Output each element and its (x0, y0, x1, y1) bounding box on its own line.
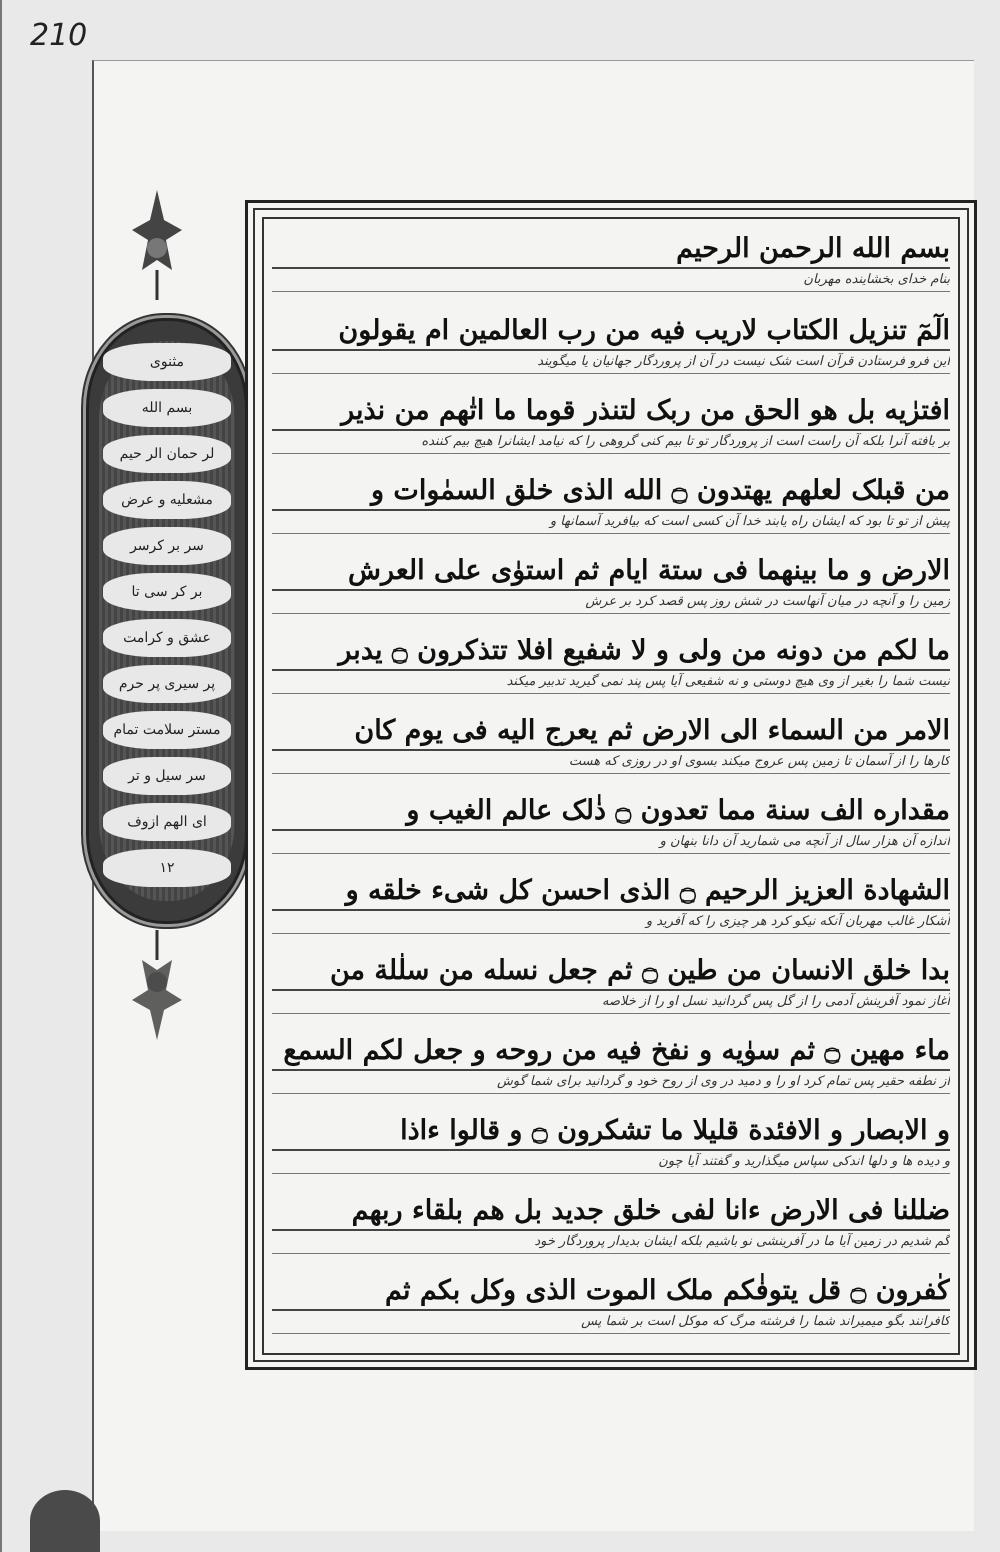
side-inscription-line: ای الهم ازوف (103, 803, 231, 841)
side-inscription-line: بسم الله (103, 389, 231, 427)
verse-line: ضللنا فی الارض ءانا لفی خلق جدید بل هم بلقاء ربهم (272, 1193, 950, 1231)
side-inscription-line: ١٢ (103, 849, 231, 887)
text-block (262, 217, 960, 1355)
upper-finial-ornament (122, 190, 192, 300)
interlinear-gloss: پیش از تو تا بود که ایشان راه یابند خدا آن کسی است که بیافرید آسمانها و (272, 511, 950, 534)
verse-line: الامر من السماء الی الارض ثم یعرج الیه فی یوم کان (272, 713, 950, 751)
lower-finial-ornament (122, 930, 192, 1040)
verse-line: من قبلک لعلهم یهتدون ۝ الله الذی خلق السمٰوات و (272, 473, 950, 511)
side-inscription-line: سر سیل و تر (103, 757, 231, 795)
interlinear-gloss: بنام خدای بخشاینده مهربان (272, 269, 950, 292)
interlinear-gloss: کافرانند بگو میمیراند شما را فرشته مرگ که موکل است بر شما پس (272, 1311, 950, 1334)
verse-line: ماء مهین ۝ ثم سوٰیه و نفخ فیه من روحه و جعل لکم السمع (272, 1033, 950, 1071)
interlinear-gloss: کارها را از آسمان تا زمین پس عروج میکند بسوی او در روزی که هست (272, 751, 950, 774)
folio-number: 210 (30, 18, 88, 53)
interlinear-gloss: آغاز نمود آفرینش آدمی را از گل پس گردانید نسل او را از خلاصه (272, 991, 950, 1014)
interlinear-gloss: اندازه آن هزار سال از آنچه می شمارید آن دانا بنهان و (272, 831, 950, 854)
verse-line: کٰفرون ۝ قل یتوفٰکم ملک الموت الذی وکل بکم ثم (272, 1273, 950, 1311)
interlinear-gloss: از نطفه حقیر پس تمام کرد او را و دمید در وی از روح خود و گردانید برای شما گوش (272, 1071, 950, 1094)
side-inscription-line: عشق و کرامت (103, 619, 231, 657)
interlinear-gloss: آشکار غالب مهربان آنکه نیکو کرد هر چیزی را که آفرید و (272, 911, 950, 934)
interlinear-gloss: بر بافته آنرا بلکه آن راست است از پروردگار تو تا بیم کنی گروهی را که نیامد ایشانرا هیچ بیم کننده (272, 431, 950, 454)
side-inscription-line: لر حمان الر حیم (103, 435, 231, 473)
side-medallion (86, 318, 248, 924)
interlinear-gloss: گم شدیم در زمین آیا ما در آفرینشی نو باشیم بلکه ایشان بدیدار پروردگار خود (272, 1231, 950, 1254)
interlinear-gloss: این فرو فرستادن قرآن است شک نیست در آن از پروردگار جهانیان یا میگویند (272, 351, 950, 374)
interlinear-gloss: زمین را و آنچه در میان آنهاست در شش روز پس قصد کرد بر عرش (272, 591, 950, 614)
verse-line: الٓمٓ تنزیل الکتاب لاریب فیه من رب العالمین ام یقولون (272, 313, 950, 351)
side-inscription-line: مشعلیه و عرض (103, 481, 231, 519)
verse-line: بسم الله الرحمن الرحیم (272, 231, 950, 269)
verse-line: بدا خلق الانسان من طین ۝ ثم جعل نسله من سلٰلة من (272, 953, 950, 991)
verse-line: مقداره الف سنة مما تعدون ۝ ذٰلک عالم الغیب و (272, 793, 950, 831)
binding-edge (0, 0, 2, 1552)
side-inscription-line: مستر سلامت تمام (103, 711, 231, 749)
interlinear-gloss: نیست شما را بغیر از وی هیچ دوستی و نه شفیعی آیا پس پند نمی گیرید تدبیر میکند (272, 671, 950, 694)
verse-line: افترٰیه بل هو الحق من ربک لتنذر قوما ما اتٰهم من نذیر (272, 393, 950, 431)
side-inscription-line: سر بر کرسر (103, 527, 231, 565)
verse-line: الارض و ما بینهما فی ستة ایام ثم استوٰی علی العرش (272, 553, 950, 591)
side-inscription-line: بر کر سی تا (103, 573, 231, 611)
verse-line: ما لکم من دونه من ولی و لا شفیع افلا تتذکرون ۝ یدبر (272, 633, 950, 671)
verse-line: الشهادة العزیز الرحیم ۝ الذی احسن کل شیء خلقه و (272, 873, 950, 911)
thumb-shadow (30, 1490, 100, 1552)
side-inscription-line: مثنوی (103, 343, 231, 381)
side-inscription-line: پر سیری پر حرم (103, 665, 231, 703)
verse-line: و الابصار و الافئدة قلیلا ما تشکرون ۝ و قالوا ءاذا (272, 1113, 950, 1151)
interlinear-gloss: و دیده ها و دلها اندکی سپاس میگذارید و گفتند آیا چون (272, 1151, 950, 1174)
